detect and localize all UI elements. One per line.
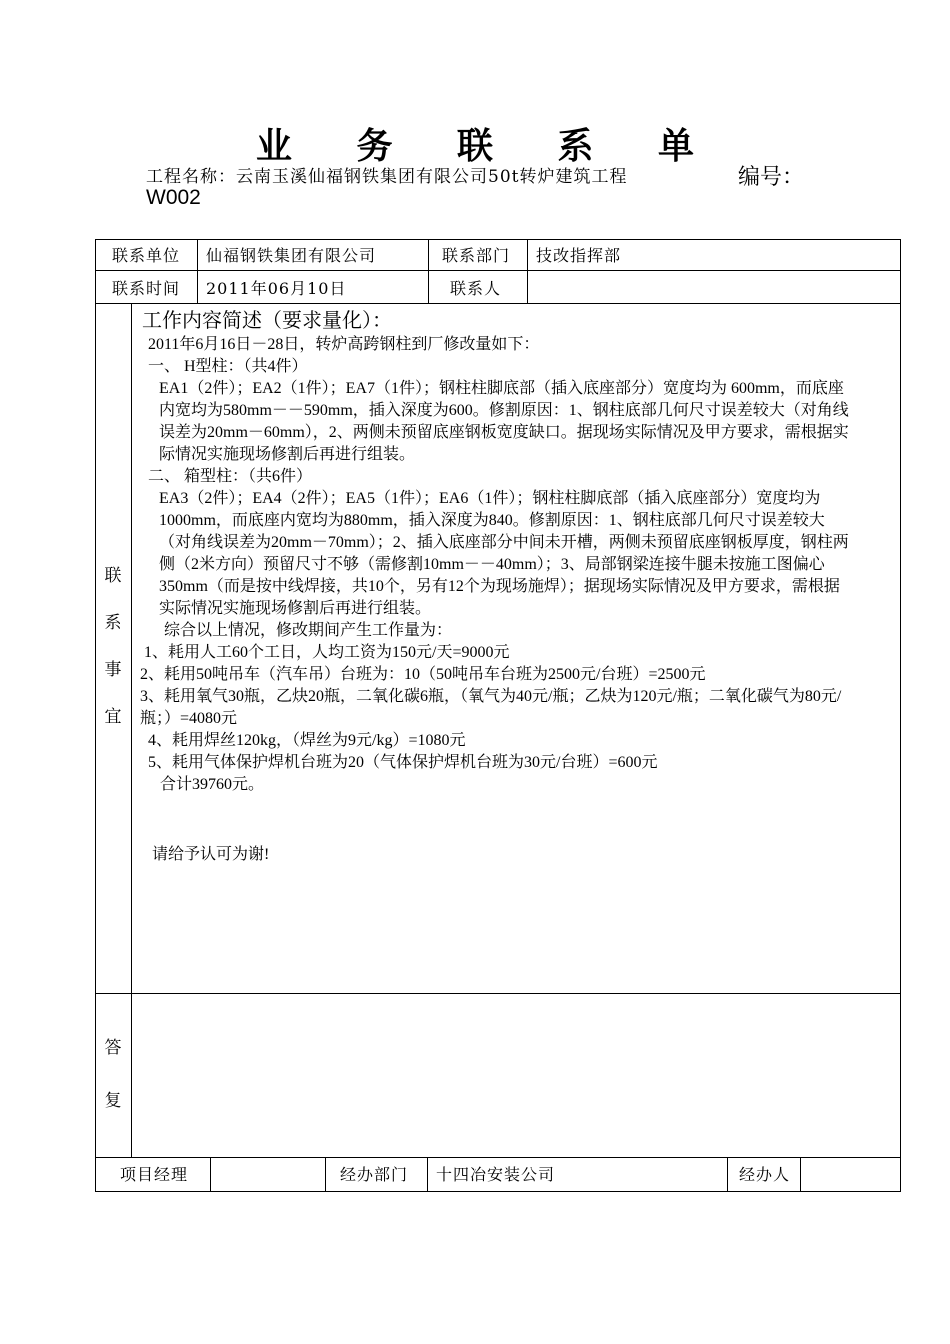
- content-line: 2、耗用50吨吊车（汽车吊）台班为：10（50吨吊车台班为2500元/台班）=2500元: [140, 666, 706, 683]
- contact-time-value: 2011年06月10日: [206, 279, 347, 298]
- content-line: 请给予认可为谢!: [140, 846, 270, 863]
- handler-label: 经办人: [739, 1165, 791, 1184]
- col-divider: [197, 239, 198, 303]
- content-line: 3、耗用氧气30瓶，乙炔20瓶，二氧化碳6瓶，（氧气为40元/瓶；乙炔为120元/瓶；二氧化碳气为80元/瓶；）=4080元: [140, 688, 842, 727]
- content-line: 合计39760元。: [140, 776, 265, 793]
- contact-dept-label: 联系部门: [442, 246, 511, 265]
- content-line: 2011年6月16日－28日，转炉高跨钢柱到厂修改量如下：: [140, 336, 540, 353]
- handling-dept-value: 十四冶安装公司: [436, 1165, 556, 1184]
- contact-unit-value: 仙福钢铁集团有限公司: [206, 246, 377, 265]
- row-divider: [95, 993, 901, 994]
- content-line: 1、耗用人工60个工日，人均工资为150元/天=9000元: [140, 644, 510, 661]
- number-value: W002: [146, 186, 201, 209]
- project-name: 工程名称：云南玉溪仙福钢铁集团有限公司50t转炉建筑工程: [146, 167, 628, 187]
- col-divider: [325, 1157, 326, 1192]
- contact-time-label: 联系时间: [112, 279, 181, 298]
- contact-unit-label: 联系单位: [112, 246, 181, 265]
- col-divider: [800, 1157, 801, 1192]
- row-divider: [95, 303, 901, 304]
- content-line: [140, 818, 852, 840]
- content-line: 一、 H型柱：（共4件）: [140, 358, 308, 375]
- contact-dept-value: 技改指挥部: [536, 246, 622, 265]
- number-label: 编号：: [738, 165, 805, 190]
- col-divider: [131, 303, 132, 1157]
- content-line: 二、 箱型柱：（共6件）: [140, 468, 313, 485]
- col-divider: [210, 1157, 211, 1192]
- side-char: 宜: [104, 707, 122, 727]
- project-manager-label: 项目经理: [120, 1165, 189, 1184]
- side-char: 联: [104, 566, 122, 586]
- side-char: 事: [104, 660, 122, 680]
- col-divider: [527, 239, 528, 303]
- row-divider: [95, 270, 901, 271]
- reply-side-label: [103, 1022, 123, 1128]
- col-divider: [428, 239, 429, 303]
- side-char: 系: [104, 613, 122, 633]
- col-divider: [727, 1157, 728, 1192]
- content-heading: 工作内容简述（要求量化）：: [142, 310, 392, 332]
- content-line: EA1（2件）；EA2（1件）；EA7（1件）；钢柱柱脚底部（插入底座部分）宽度均为 600mm，而底座内宽均为580mm－－590mm，插入深度为600。修割原因：1、钢柱底部几何尺寸误差较大（对角线误差为20mm－60mm），2、两侧未预留底座钢板宽度缺口。据现场实际情况及甲方要求，需根据实际情况实施现场修割后再进行组装。: [159, 380, 849, 463]
- matters-side-label: [103, 553, 123, 741]
- col-divider: [427, 1157, 428, 1192]
- handling-dept-label: 经办部门: [340, 1165, 409, 1184]
- matters-content: [140, 308, 852, 866]
- document-title: 业 务 联 系 单: [255, 125, 721, 167]
- content-line: [140, 796, 852, 818]
- content-line: 5、耗用气体保护焊机台班为20（气体保护焊机台班为30元/台班）=600元: [140, 754, 658, 771]
- content-line: 4、耗用焊丝120kg，（焊丝为9元/kg）=1080元: [140, 732, 466, 749]
- row-divider: [95, 1157, 901, 1158]
- content-line: EA3（2件）；EA4（2件）；EA5（1件）；EA6（1件）；钢柱柱脚底部（插入底座部分）宽度均为 1000mm，而底座内宽均为880mm，插入深度为840。修割原因：1、钢柱底部几何尺寸误差较大（对角线误差为20mm－70mm）；2、插入底座部分中间未开槽，两侧未预留底座钢板厚度，钢柱两侧（2米方向）预留尺寸不够（需修割10mm－－40mm）；3、局部钢梁连接牛腿未按施工图偏心350mm（而是按中线焊接，共10个，另有12个为现场施焊）；据现场实际情况及甲方要求，需根据实际情况实施现场修割后再进行组装。: [159, 490, 849, 617]
- content-line: 综合以上情况，修改期间产生工作量为：: [140, 622, 453, 639]
- side-char: 复: [104, 1091, 122, 1111]
- contact-person-label: 联系人: [450, 279, 502, 298]
- side-char: 答: [104, 1038, 122, 1058]
